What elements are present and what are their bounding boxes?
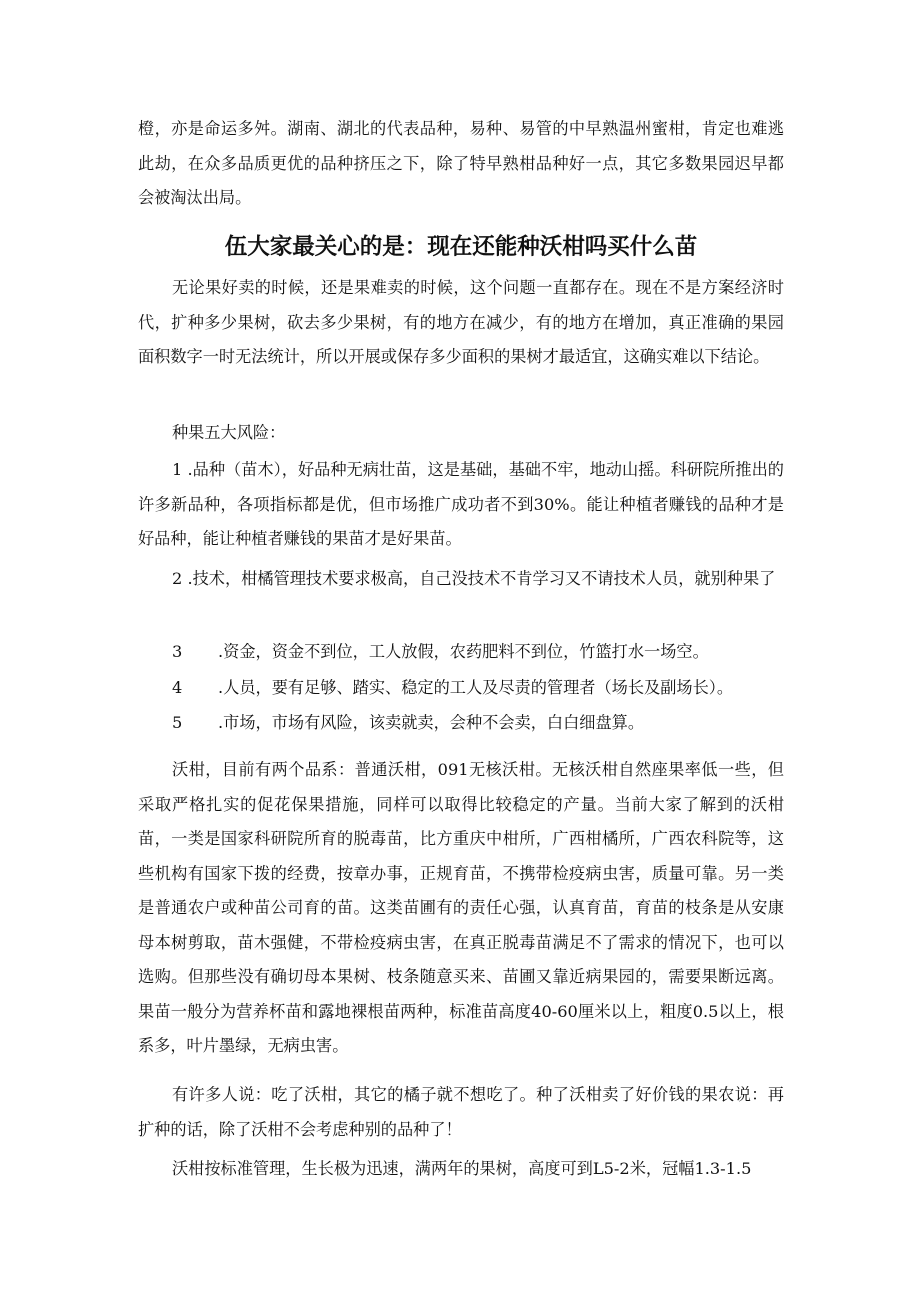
risk-item-3-text: .资金，资金不到位，工人放假，农药肥料不到位，竹篮打水一场空。 <box>218 642 709 661</box>
paragraph-wogan-seedlings: 沃柑，目前有两个品系：普通沃柑，091无核沃柑。无核沃柑自然座果率低一些，但采取严格扎实的促花保果措施，同样可以取得比较稳定的产量。当前大家了解到的沃柑苗，一类是国家科研院所育的脱毒苗，比方重庆中柑所，广西柑橘所，广西农科院等，这些机构有国家下拨的经费，按章办事，正规育苗，不携带检疫病虫害，质量可靠。另一类是普通农户或种苗公司育的苗。这类苗圃有的责任心强，认真育苗，育苗的枝条是从安康母本树剪取，苗木强健，不带检疫病虫害，在真正脱毒苗满足不了需求的情况下，也可以选购。但那些没有确切母本果树、枝条随意买来、苗圃又靠近病果园的，需要果断远离。果苗一般分为营养杯苗和露地裸根苗两种，标准苗高度40-60厘米以上，粗度0.5以上，根系多，叶片墨绿，无病虫害。 <box>138 760 784 1055</box>
risks-title: 种果五大风险： <box>172 423 286 442</box>
paragraph-growth: 沃柑按标准管理，生长极为迅速，满两年的果树，高度可到L5-2米，冠幅1.3-1.5 <box>172 1159 752 1178</box>
risk-item-4 <box>172 671 733 706</box>
risk-item-3 <box>172 635 709 670</box>
section-heading: 伍大家最关心的是：现在还能种沃柑吗买什么苗 <box>224 234 698 260</box>
risk-item-2: 2 .技术，柑橘管理技术要求极高，自己没技术不肯学习又不请技术人员，就别种果了 <box>172 569 776 588</box>
risk-item-1: 1 .品种（苗木），好品种无病壮苗，这是基础，基础不牢，地动山摇。科研院所推出的许多新品种，各项指标都是优，但市场推广成功者不到30%。能让种植者赚钱的品种才是好品种，能让种植者赚钱的果苗才是好果苗。 <box>138 460 784 548</box>
risk-item-5 <box>172 706 644 741</box>
paragraph-area-question: 无论果好卖的时候，还是果难卖的时候，这个问题一直都存在。现在不是方案经济时代，扩种多少果树，砍去多少果树，有的地方在减少，有的地方在增加，真正准确的果园面积数字一时无法统计，所以开展或保存多少面积的果树才最适宜，这确实难以下结论。 <box>138 278 784 366</box>
risk-item-3-number: 3 <box>172 642 183 661</box>
risk-item-5-number: 5 <box>172 713 183 732</box>
paragraph-farmers-say: 有许多人说：吃了沃柑，其它的橘子就不想吃了。种了沃柑卖了好价钱的果农说：再扩种的话，除了沃柑不会考虑种别的品种了！ <box>138 1085 784 1139</box>
risk-item-4-number: 4 <box>172 678 183 697</box>
paragraph-intro-continued: 橙，亦是命运多舛。湖南、湖北的代表品种，易种、易管的中早熟温州蜜柑，肯定也难逃此劫，在众多品质更优的品种挤压之下，除了特早熟柑品种好一点，其它多数果园迟早都会被淘汰出局。 <box>138 119 784 207</box>
risk-item-4-text: .人员，要有足够、踏实、稳定的工人及尽责的管理者（场长及副场长）。 <box>218 678 734 697</box>
risk-item-5-text: .市场，市场有风险，该卖就卖，会种不会卖，白白细盘算。 <box>218 713 645 732</box>
